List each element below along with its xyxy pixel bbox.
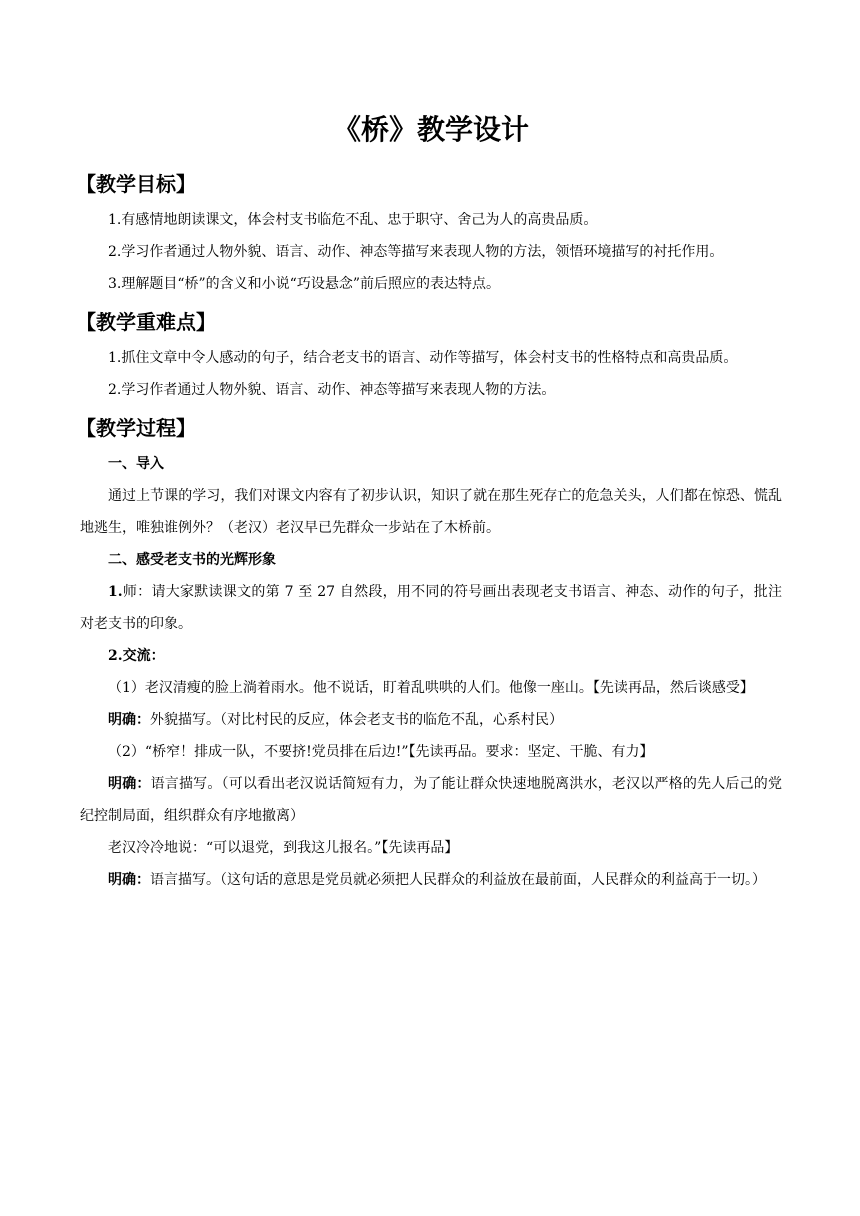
answer-1 <box>80 704 782 736</box>
step1-number: 1. <box>108 584 123 600</box>
answer-2-text: 语言描写。（可以看出老汉说话简短有力，为了能让群众快速地脱离洪水，老汉以严格的先人后己的党纪控制局面，组织群众有序地撤离） <box>80 776 783 824</box>
answer-2 <box>80 768 782 832</box>
key-point-item-1: 1.抓住文章中令人感动的句子，结合老支书的语言、动作等描写，体会村支书的性格特点和高贵品质。 <box>108 350 738 366</box>
document-page <box>76 110 783 896</box>
step1-text: 师：请大家默读课文的第 7 至 27 自然段，用不同的符号画出表现老支书语言、神态、动作的句子，批注对老支书的印象。 <box>80 584 782 632</box>
answer-3 <box>80 864 782 896</box>
part2-heading: 二、感受老支书的光辉形象 <box>108 552 276 568</box>
answer-1-text: 外貌描写。（对比村民的反应，体会老支书的临危不乱，心系村民） <box>150 712 563 728</box>
intro-heading: 一、导入 <box>108 456 164 472</box>
goal-item-2: 2.学习作者通过人物外貌、语言、动作、神态等描写来表现人物的方法，领悟环境描写的衬托作用。 <box>108 244 724 260</box>
answer-2-label: 明确： <box>108 776 151 792</box>
key-point-item-2: 2.学习作者通过人物外貌、语言、动作、神态等描写来表现人物的方法。 <box>108 382 556 398</box>
answer-1-label: 明确： <box>108 712 150 728</box>
quote-3: 老汉冷冷地说：“可以退党，到我这儿报名。”【先读再品】 <box>108 840 459 856</box>
goals-heading: 【教学目标】 <box>76 172 196 196</box>
key-points-heading: 【教学重难点】 <box>76 310 216 334</box>
quote-1: （1）老汉清瘦的脸上淌着雨水。他不说话，盯着乱哄哄的人们。他像一座山。【先读再品，然后谈感受】 <box>108 680 754 696</box>
intro-paragraph: 通过上节课的学习，我们对课文内容有了初步认识，知识了就在那生死存亡的危急关头，人们都在惊恐、慌乱地逃生，唯独谁例外？（老汉）老汉早已先群众一步站在了木桥前。 <box>80 488 782 536</box>
answer-3-label: 明确： <box>108 872 150 888</box>
process-heading: 【教学过程】 <box>76 416 196 440</box>
quote-2: （2）“桥窄！排成一队，不要挤!党员排在后边!”【先读再品。要求：坚定、干脆、有力】 <box>108 744 654 760</box>
goal-item-3: 3.理解题目“桥”的含义和小说“巧设悬念”前后照应的表达特点。 <box>108 276 500 292</box>
goal-item-1: 1.有感情地朗读课文，体会村支书临危不乱、忠于职守、舍己为人的高贵品质。 <box>108 212 598 228</box>
document-title: 《桥》教学设计 <box>332 113 529 146</box>
answer-3-text: 语言描写。（这句话的意思是党员就必须把人民群众的利益放在最前面，人民群众的利益高于一切。） <box>150 872 766 888</box>
step2-heading: 2.交流： <box>108 648 165 664</box>
step1-paragraph <box>80 576 782 640</box>
